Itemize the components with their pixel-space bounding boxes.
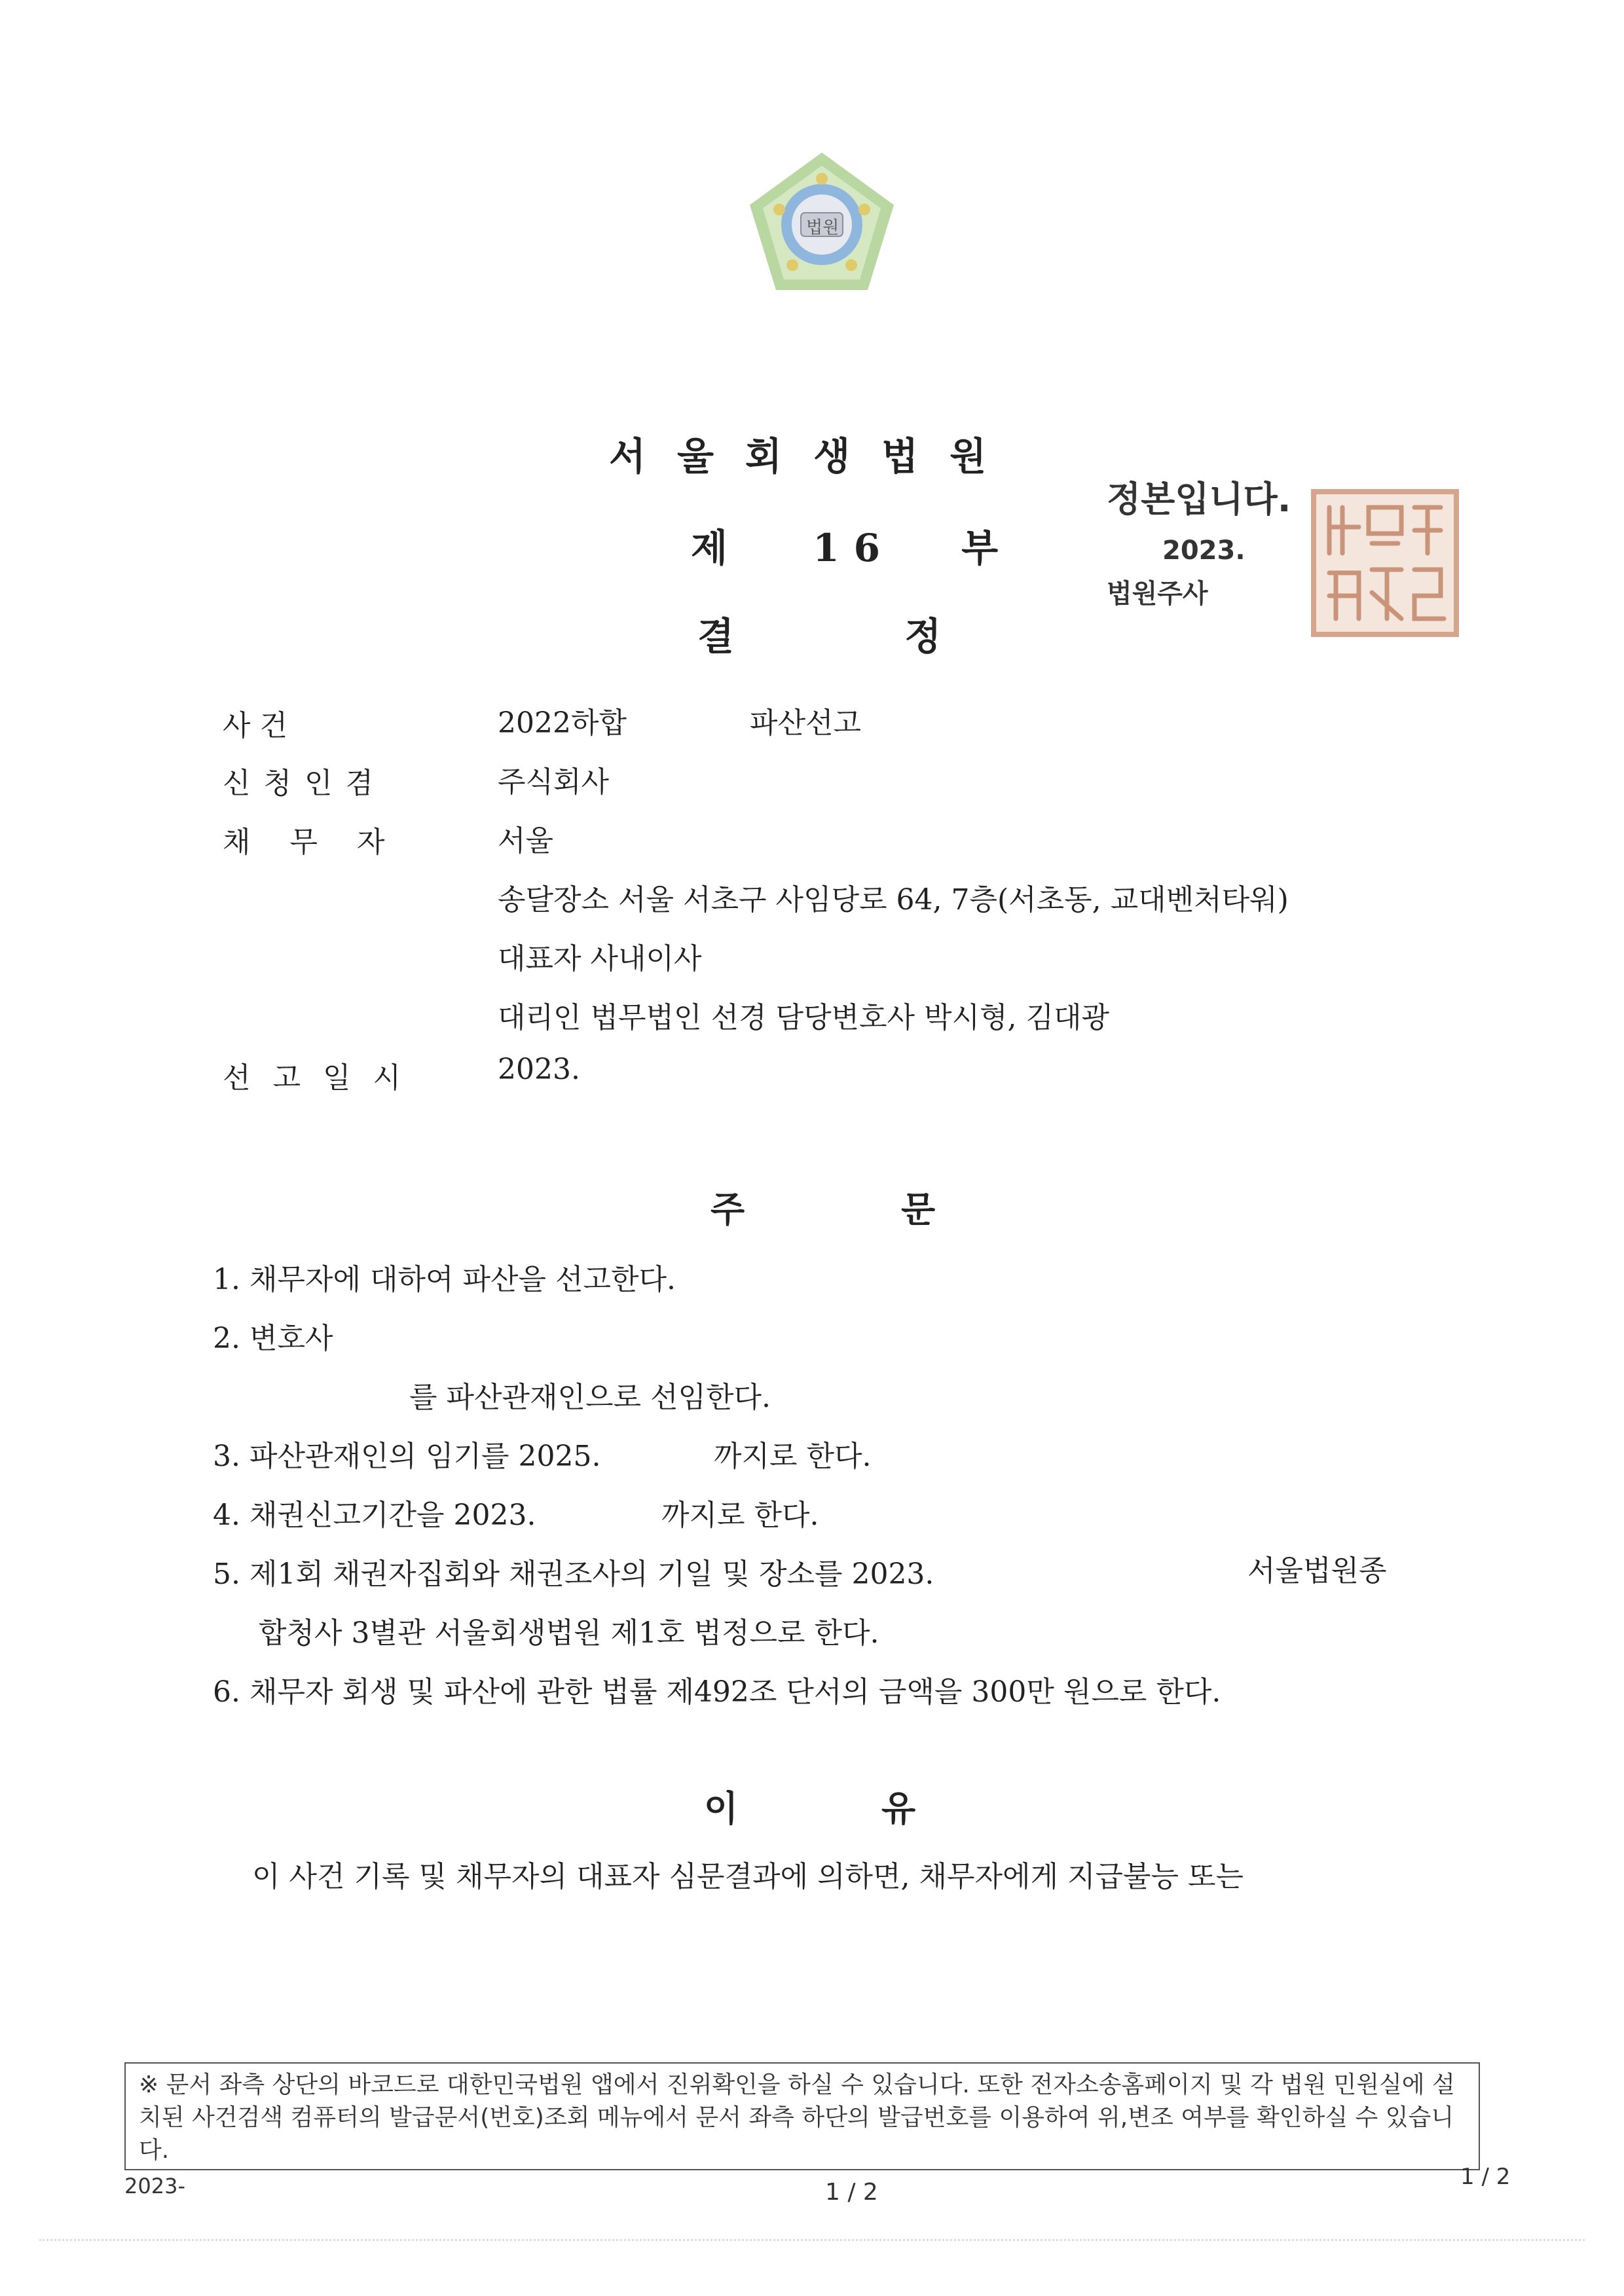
court-clerk-title: 법원주사	[1107, 579, 1208, 609]
official-seal-icon	[1310, 488, 1460, 638]
case-label: 사 건	[223, 709, 287, 742]
order-heading	[710, 1182, 935, 1232]
applicant-label: 신청인겸	[223, 767, 387, 800]
debtor-label: 채 무 자	[223, 826, 385, 859]
decision-title	[697, 606, 941, 661]
decision-title-char2: 정	[904, 614, 942, 659]
division-prefix: 제	[691, 526, 728, 570]
debtor-delivery-address: 송달장소 서울 서초구 사임당로 64, 7층(서초동, 교대벤처타워)	[498, 883, 1289, 917]
debtor-value: 서울	[498, 824, 554, 858]
order-item-2: 2. 변호사	[213, 1322, 333, 1355]
certified-copy-label: 정본입니다.	[1107, 479, 1291, 520]
division-suffix: 부	[961, 526, 999, 570]
order-item-6: 6. 채무자 회생 및 파산에 관한 법률 제492조 단서의 금액을 300만 원으로 한다.	[213, 1675, 1221, 1709]
court-emblem	[743, 147, 900, 298]
case-number: 2022하합	[498, 706, 627, 740]
debtor-agent: 대리인 법무법인 선경 담당변호사 박시형, 김대광	[498, 1001, 1109, 1034]
division-number: 16	[813, 526, 895, 570]
order-item-4: 4. 채권신고기간을 2023.	[213, 1499, 536, 1532]
reason-heading	[704, 1781, 915, 1831]
order-item-3: 3. 파산관재인의 임기를 2025.	[213, 1440, 601, 1473]
bottom-divider	[39, 2239, 1585, 2241]
division-title	[691, 517, 998, 572]
order-item-2-cont: 를 파산관재인으로 선임한다.	[409, 1381, 771, 1414]
order-heading-char1: 주	[710, 1188, 745, 1230]
page-number-right: 1 / 2	[1460, 2164, 1511, 2190]
certified-date: 2023.	[1162, 536, 1246, 566]
declaration-date-value: 2023.	[498, 1053, 580, 1086]
declaration-date-label: 선 고 일 시	[223, 1061, 401, 1095]
reason-heading-char2: 유	[881, 1787, 916, 1829]
emblem-label: 법원	[806, 218, 840, 238]
issue-number: 2023-	[124, 2174, 185, 2198]
order-item-4-end: 까지로 한다.	[661, 1499, 819, 1532]
decision-title-char1: 결	[697, 614, 735, 659]
court-name: 서울회생법원	[609, 434, 1018, 479]
order-item-5: 5. 제1회 채권자집회와 채권조사의 기일 및 장소를 2023.	[213, 1558, 934, 1591]
order-heading-char2: 문	[900, 1188, 936, 1230]
authenticity-notice: ※ 문서 좌측 상단의 바코드로 대한민국법원 앱에서 진위확인을 하실 수 있습니다. 또한 전자소송홈페이지 및 각 법원 민원실에 설치된 사건검색 컴퓨터의 발급문서(번호)조회 메뉴에서 문서 좌측 하단의 발급번호를 이용하여 위,변조 여부를 확인하실 수 있습니다.	[124, 2062, 1480, 2170]
applicant-value: 주식회사	[498, 765, 610, 799]
reason-text: 이 사건 기록 및 채무자의 대표자 심문결과에 의하면, 채무자에게 지급불능 또는	[252, 1860, 1244, 1893]
debtor-representative: 대표자 사내이사	[498, 942, 702, 975]
order-item-3-end: 까지로 한다.	[714, 1440, 872, 1473]
order-item-5-place: 서울법원종	[1247, 1554, 1387, 1588]
reason-heading-char1: 이	[704, 1787, 739, 1829]
official-seal	[1310, 488, 1460, 638]
order-item-1: 1. 채무자에 대하여 파산을 선고한다.	[213, 1263, 676, 1296]
order-item-5-cont: 합청사 3별관 서울회생법원 제1호 법정으로 한다.	[259, 1616, 879, 1650]
case-type: 파산선고	[750, 706, 862, 740]
page-number-center: 1 / 2	[825, 2179, 878, 2206]
